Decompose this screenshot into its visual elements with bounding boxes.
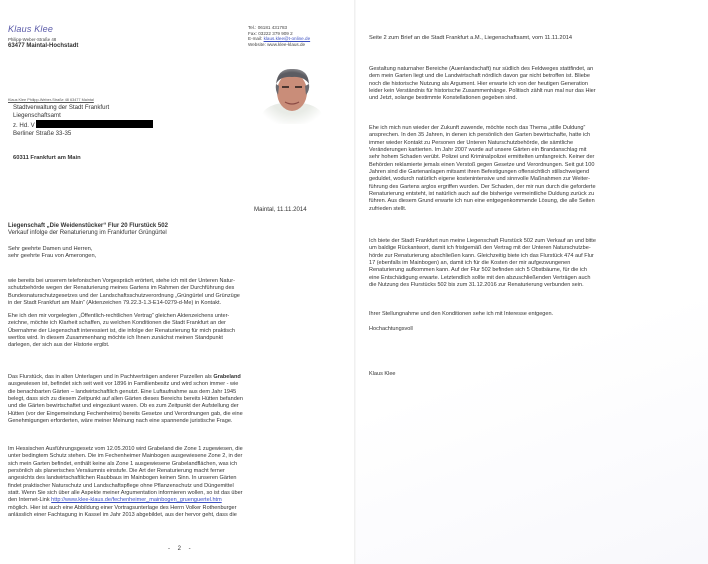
text-line: immer wieder Kontakt zu Personen der Unteren Naturschutzbehörde, die sämtliche [369, 139, 574, 146]
subject-title: Liegenschaft „Die Weidenstücker“ Flur 20 Flurstück 502 [8, 223, 168, 229]
text-line: findet praktischer Naturschutz und Landschaftspflege ohne Pflanzenschutz und Düngemittel [8, 482, 234, 489]
salutation-line: sehr geehrte Frau von Amerongen, [8, 253, 97, 260]
text-line: Gestaltung naturnaher Bereiche (Auenlandschaft) nur südlich des Feldweges stattfindet, an [369, 66, 594, 72]
text-line [8, 497, 243, 504]
text-line: Renaturierung entsteht, ist natürlich auch auf die bisherige vermeintliche Duldung zurück zu [369, 191, 595, 198]
text-line: belegt, dass sich zu diesem Zeitpunkt auf allen Gärten dieses Bereichs bereits Hütten befanden [8, 396, 243, 403]
text-line: um baldige Rückantwort, damit ich fristgemäß den Vertrag mit der Unteren Naturschutzbe- [369, 245, 591, 252]
text-line: Renaturierung aufkommen kann. Auf der Flur 502 befinden sich 5 Obstbäume, für die ich [369, 267, 587, 274]
letterhead-contact [248, 25, 310, 47]
text-line: Ich biete der Stadt Frankfurt nun meine Liegenschaft Flurstück 502 zum Verkauf an und bitte [369, 238, 596, 244]
letter-date: Maintal, 11.11.2014 [254, 206, 307, 213]
text-line: und Jetzt, solange bestimmte Konstellationen gegeben sind. [369, 95, 518, 102]
text-line: darlegen, der sich aus der Historie ergibt. [8, 342, 110, 349]
text-line: führung des Gartens arglos ergriffen wurden. Der Schaden, der mir nun durch die geforderte [369, 183, 596, 190]
text-line: führen. Aus diesem Grund erwarte ich nun eine entgegenkommende Lösung, die alle Seiten [369, 198, 595, 205]
text-line: anlässlich einer Fachtagung in Kassel im Jahr 2013 abgebildet, aus der hervor geht, dass die [8, 512, 237, 519]
text-line [8, 374, 243, 381]
letterhead-city: 63477 Maintal-Hochstadt [8, 43, 79, 49]
text-line: hörde zur Renaturierung abschließen kann. Gleichzeitig biete ich das Flurstück 474 auf Flur [369, 252, 594, 259]
text-line: in der Stadt Frankfurt am Main“ (Aktenzeichen 79.22.3-1.3-E14-0279-d-Me) in Kontakt. [8, 300, 222, 307]
page-2-paragraph-2 [369, 125, 596, 213]
text-line: angesichts des landwirtschaftlichen Raubbaus im Mainbogen keinen Sinn. In unseren Gärten [8, 475, 237, 482]
page-2-paragraph-1 [369, 66, 596, 103]
text-line: und die Gärten bewirtschaftet und eingezäunt waren. Ob es zum Zeitpunkt der Aufstellung der [8, 403, 239, 410]
text-line: die benachbarten Gärten – landwirtschaftlich genutzt. Eine Luftaufnahme aus dem Jahr 1945 [8, 388, 237, 395]
text-line: Übernahme der Liegenschaft interessiert ist, die infolge der Renaturierung für mich praktisch [8, 327, 235, 334]
paragraph-4 [8, 446, 243, 519]
text-line: die Nutzung des Flurstücks 502 bis zum 31.12.2016 zur Renaturierung verbunden sein. [369, 282, 584, 289]
text-line: unter bedingtem Schutz stehen. Die im Fechenheimer Mainbogen ausgewiesene Zone 2, in der [8, 453, 243, 460]
email-link[interactable]: klaus.klee@t-online.de [263, 36, 311, 42]
letter-page-2 [356, 0, 708, 564]
letterhead-name: Klaus Klee [8, 24, 54, 34]
text-line: Jahren sind die Gartenanlagen mitsamt ihren Befestigungen offensichtlich stillschweigend [369, 169, 590, 176]
text-line: statt. Wenn Sie sich über alle Aspekte meiner Argumentation informieren wollen, so ist das über [8, 490, 243, 497]
website-link[interactable]: http://www.klee-klaus.de/fechenheimer_mainbogen_gruenguertel.htm [51, 497, 222, 504]
page-2-header: Seite 2 zum Brief an die Stadt Frankfurt a.M., Liegenschaftsamt, vom 11.11.2014 [369, 35, 573, 41]
redaction-bar [36, 120, 153, 128]
text-line: Veränderungen kartierten. Im Jahr 2007 wurde auf unsere Gärten ein Brandanschlag mit [369, 147, 587, 154]
text-span: den Internet-Link [8, 497, 52, 504]
recipient-attention-line [13, 120, 153, 130]
text-line: zufrieden stellt. [369, 205, 407, 212]
fax: Fax: 03222 379 909 2 [248, 30, 293, 36]
bold-term: Grabeland [213, 374, 241, 380]
text-line: noch die historische Nutzung als Argument. Hier erwarte ich von der heutigen Generation [369, 80, 588, 87]
text-line: wie bereits bei unserem telefonischen Vorgespräch erörtert, stehe ich mit der Unteren Natur- [8, 278, 235, 284]
text-line: schutzbehörde wegen der Renaturierung meines Gartens im Rahmen der Durchführung des [8, 285, 235, 292]
text-line: sehr hohem Schaden verübt. Polizei und Kriminalpolizei ermittelten umfangreich. Keiner der [369, 154, 595, 161]
recipient-zip-city: 60311 Frankfurt am Main [13, 155, 81, 161]
text-line: leider kein Verständnis für historische Zusammenhänge. Politisch zählt nun mal nur das Hier [369, 88, 596, 95]
text-line: Im Hessischen Ausführungsgesetz vom 12.05.2010 wird Grabeland die Zone 1 zugewiesen, die [8, 446, 243, 452]
recipient-line: Liegenschaftsamt [13, 111, 61, 119]
text-line: ausgewiesen ist, befindet sich seit weit vor 1896 in Familienbesitz und wird schon immer - wie [8, 381, 239, 388]
text-line: Bundesnaturschutzgesetzes und der Landschaftsschutzverordnung „Grüngürtel und Grünzüge [8, 292, 240, 299]
website: Website: www.klee-klaus.de [248, 41, 306, 47]
text-line: ansprechen. In den 35 Jahren, in denen ich persönlich den Garten bewirtschafte, hatte ich [369, 132, 591, 139]
attention-prefix: z. Hd. V [13, 121, 35, 129]
text-line: sich mein Garten befindet, enthält keine als Zone 1 ausgewiesene Grabelandflächen, was ich [8, 460, 238, 467]
text-line: wertlos wird. In diesem Zusammenhang möchte ich Ihnen zunächst meinen Standpunkt [8, 335, 223, 342]
recipient-line: Stadtverwaltung der Stadt Frankfurt [13, 104, 110, 111]
letterhead-street: Philipp-Weber-Straße 48 [8, 37, 57, 42]
text-line: persönlich als planerisches Versäumnis einstufe. Die Art der Renaturierung macht ferner [8, 468, 225, 475]
recipient-line: Berliner Straße 33-35 [13, 129, 72, 137]
paragraph-3 [8, 374, 243, 425]
phone: Tel.: 06181 431783 [248, 25, 288, 30]
text-line: Genehmigungen erforderten, wäre meiner Meinung nach eine spannende juristische Frage. [8, 418, 233, 425]
text-line: Ehe ich mich nun wieder der Zukunft zuwende, möchte noch das Thema „stille Duldung“ [369, 125, 586, 131]
text-span: Das Flurstück, das in alten Unterlagen und in Pachtverträgen anderer Parzellen als [8, 374, 214, 380]
text-line: Ehe ich den mir vorgelegten „Öffentlich-rechtlichen Vertrag“ gleichen Aktenzeichens unter- [8, 313, 230, 319]
email-row [248, 36, 310, 42]
recipient-address [13, 104, 153, 138]
closing: Hochachtungsvoll [369, 326, 413, 332]
subject-subtitle: Verkauf infolge der Renaturierung im Frankfurter Grüngürtel [8, 230, 167, 237]
salutation [8, 246, 96, 260]
salutation-line: Sehr geehrte Damen und Herren, [8, 246, 93, 252]
text-line: möglich. Hier ist auch eine Abbildung einer Vortragsunterlage des Herrn Volker Rothenburger [8, 504, 237, 511]
signature: Klaus Klee [369, 371, 396, 377]
text-line: zeichne, möchte ich Klarheit schaffen, zu welchen Konditionen die Stadt Frankfurt an der [8, 320, 226, 327]
text-line: Behörden reklamierte jemals einen Verstoß gegen Gesetze und Verordnungen. Seit gut 100 [369, 161, 595, 168]
text-line: dem mein Garten liegt und die Landwirtschaft nördlich davon gar nicht betroffen ist. Bliebe [369, 73, 590, 80]
paragraph-2 [8, 313, 235, 350]
text-line: 17 (ebenfalls im Mainbogen) an, damit ich für die Kosten der mir aufgezwungenen [369, 260, 571, 267]
letter-subject [8, 223, 168, 238]
text-line: eine Entschädigung erwarte. Letztendlich sollte mit den abzuschließenden Verträgen auch [369, 274, 591, 281]
page-2-paragraph-3 [369, 238, 596, 289]
text-line: Hütten (vor der Eingemeindung Fechenheims) bereits Gesetze und Verordnungen gab, die eine [8, 410, 243, 417]
paragraph-1 [8, 278, 240, 307]
portrait-photo-icon [258, 62, 326, 124]
text-line: geduldet, wodurch natürlich eigene kostenintensive und sinnvolle Maßnahmen zur Weiter- [369, 176, 590, 183]
sender-return-line: Klaus Klee Philipp-Weber-Straße 48 63477 Maintal [8, 98, 94, 102]
page-2-paragraph-4: Ihrer Stellungnahme und den Konditionen sehe ich mit Interesse entgegen. [369, 311, 554, 317]
email-label: E-mail: [248, 36, 264, 42]
page-number: - 2 - [168, 546, 194, 552]
